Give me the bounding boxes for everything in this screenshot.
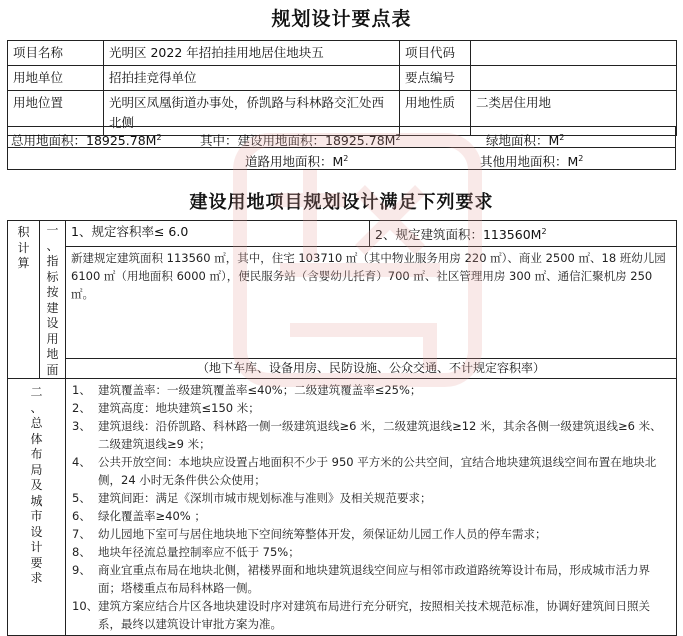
requirement-text: 商业宜重点布局在地块北侧，裙楼界面和地块建筑退线空间应与相邻市政道路统筹设计布局，形成城市活力界面；塔楼重点布局科林路一侧。 (98, 563, 650, 595)
section2-label-char: 市 (30, 509, 43, 523)
requirement-text: 地块年径流总量控制率应不低于 75%； (98, 545, 300, 559)
requirement-text: 绿化覆盖率≥40% ； (98, 509, 206, 523)
far-exclusion-note: （地下车库、设备用房、民防设施、公众交通、不计规定容积率） (66, 358, 677, 378)
requirement-item (72, 507, 670, 525)
total-area-text: 总用地面积：$18925.78M^2$ (11, 133, 162, 149)
section2-label-char: 、 (30, 400, 43, 415)
project-name-value: 光明区 2022 年招拍挂用地居住地块五 (104, 41, 400, 66)
requirement-number: 5、 (72, 491, 91, 505)
area-summary-row (7, 126, 676, 148)
section1-label-char: 积 (17, 225, 30, 239)
requirements-table (7, 220, 677, 636)
section2-label-char: 局 (30, 462, 43, 477)
requirement-number: 7、 (72, 527, 91, 541)
requirement-number: 6、 (72, 509, 91, 523)
requirement-item (72, 525, 670, 543)
project-name-label: 项目名称 (8, 41, 104, 66)
section1-sub-label-char: 标 (46, 269, 59, 284)
requirement-number: 1、 (72, 383, 91, 397)
section2-label-char: 体 (30, 431, 43, 446)
land-nature-value: 二类居住用地 (471, 91, 677, 136)
requirement-item (72, 381, 670, 399)
requirement-number: 9、 (72, 563, 91, 577)
requirement-item (72, 561, 670, 597)
project-code-label: 项目代码 (400, 41, 471, 66)
section2-label-char: 城 (30, 493, 43, 508)
requirement-text: 公共开放空间：本地块应设置占地面积不少于 950 平方米的公共空间，宜结合地块建筑退线空间布置在地块北侧，24 小时无条件供公众使用； (98, 455, 657, 487)
land-unit-label: 用地单位 (8, 66, 104, 91)
section2-label-char: 布 (30, 447, 43, 461)
section1-side-label (8, 221, 40, 379)
section1-label-char: 算 (17, 256, 30, 270)
section1-sub-label-char: 一 (46, 223, 59, 237)
section2-side-label (8, 379, 66, 636)
land-unit-value: 招拍挂竞得单位 (104, 66, 400, 91)
requirements-list (66, 379, 677, 636)
location-value: 光明区凤凰街道办事处，侨凯路与科林路交汇处西北侧 (104, 91, 400, 136)
point-no-label: 要点编号 (400, 66, 471, 91)
requirement-item (72, 399, 670, 417)
floor-area-detail: 新建规定建筑面积 113560 ㎡，其中，住宅 103710 ㎡（其中物业服务用房 220 ㎡）、商业 2500 ㎡、18 班幼儿园 6100 ㎡（用地面积 6000 ㎡），便民服务站（含婴幼儿托育）700 ㎡、社区管理用房 300 ㎡、通信汇聚机房 250 ㎡。 (66, 247, 677, 358)
requirement-number: 4、 (72, 455, 91, 469)
green-area-text: 绿地面积：$M^2$ (486, 133, 565, 149)
section2-label-char: 总 (30, 416, 43, 430)
point-no-value (471, 66, 677, 91)
requirement-item (72, 489, 670, 507)
requirement-item (72, 417, 670, 453)
section1-sub-label-char: 设 (46, 316, 59, 330)
requirement-item (72, 597, 670, 633)
section1-sub-label-char: 建 (46, 300, 59, 315)
section1-sub-label-char: 用 (46, 331, 59, 346)
requirement-text: 建筑退线：沿侨凯路、科林路一侧一级建筑退线≥6 米，二级建筑退线≥12 米，其余各侧一级建筑退线≥6 米、二级建筑退线≥9 米； (98, 419, 662, 451)
requirement-number: 8、 (72, 545, 91, 559)
requirement-number: 10、 (72, 599, 99, 613)
location-label: 用地位置 (8, 91, 104, 136)
section1-sub-label-char: 面 (46, 362, 59, 377)
section1-label-char: 计 (17, 240, 30, 255)
requirement-text: 建筑高度：地块建筑≤150 米； (98, 401, 260, 415)
land-nature-label: 用地性质 (400, 91, 471, 136)
section1-sub-label-char: 按 (46, 285, 59, 299)
project-info-table (7, 40, 677, 136)
requirement-text: 幼儿园地下室可与居住地块地下空间统筹整体开发，须保证幼儿园工作人员的停车需求； (98, 527, 547, 541)
section1-sub-label-char: 、 (46, 238, 59, 253)
other-area-text: 其他用地面积：$M^2$ (480, 154, 584, 170)
requirement-item (72, 543, 670, 561)
section-title: 建设用地项目规划设计满足下列要求 (189, 192, 494, 213)
section2-label-char: 及 (30, 478, 43, 492)
project-code-value (471, 41, 677, 66)
requirement-number: 3、 (72, 419, 91, 433)
section2-label-char: 计 (30, 540, 43, 554)
construction-area-text: 其中：建设用地面积：$18925.78M^2$ (200, 133, 401, 149)
section2-label-char: 要 (30, 555, 43, 570)
requirement-text: 建筑覆盖率：一级建筑覆盖率≤40%；二级建筑覆盖率≤25%； (98, 383, 422, 397)
road-area-text: 道路用地面积：$M^2$ (245, 154, 349, 170)
far-limit: 1、规定容积率≤ 6.0 (66, 221, 370, 247)
requirement-item (72, 453, 670, 489)
document-title: 规划设计要点表 (271, 8, 412, 30)
section1-sub-label-char: 指 (46, 254, 59, 268)
section2-label-char: 设 (30, 524, 43, 539)
requirement-number: 2、 (72, 401, 91, 415)
area-detail-row (7, 147, 676, 170)
requirement-text: 建筑方案应结合片区各地块建设时序对建筑布局进行充分研究，按照相关技术规范标准，协调好建筑间日照关系，最终以建筑设计审批方案为准。 (98, 599, 650, 631)
section2-label-char: 二 (30, 385, 43, 399)
requirement-text: 建筑间距：满足《深圳市城市规划标准与准则》及相关规范要求； (98, 491, 432, 505)
section2-label-char: 求 (30, 571, 43, 585)
floor-area-limit: 2、规定建筑面积：$113560M^2$ (370, 221, 677, 247)
section1-sub-label-char: 地 (46, 347, 59, 361)
section1-sub-label (40, 221, 66, 379)
